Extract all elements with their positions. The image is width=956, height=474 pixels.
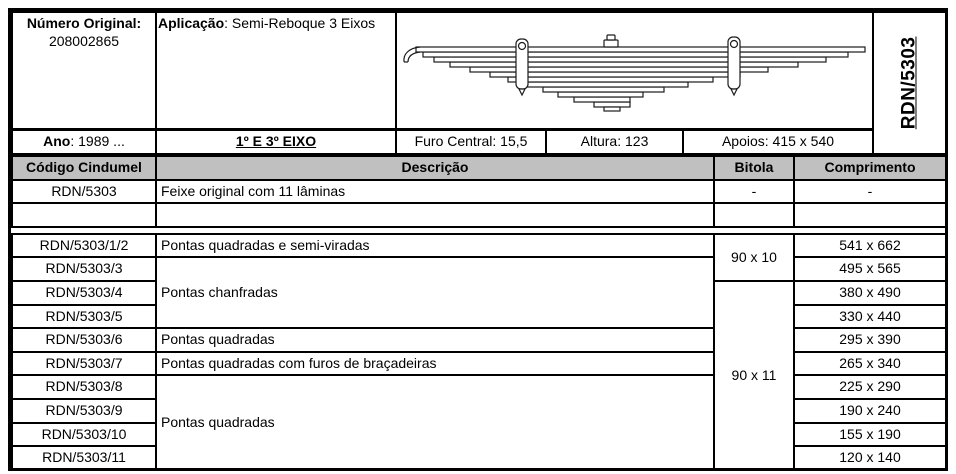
- leaf-spring-diagram: [398, 13, 871, 123]
- aplicacao-value: : Semi-Reboque 3 Eixos: [224, 15, 376, 31]
- page-frame: [8, 8, 948, 471]
- table-row: [12, 352, 946, 376]
- numero-original-label: Número Original:: [26, 15, 142, 31]
- bitola-cell: -: [714, 180, 794, 204]
- header-cell-descricao: Descrição: [156, 156, 714, 180]
- description-cell: Pontas quadradas: [156, 375, 714, 469]
- eixo-cell: [156, 129, 396, 154]
- table-row: [12, 180, 946, 204]
- comprimento-cell: 265 x 340: [794, 352, 946, 376]
- parts-table-header-row: [12, 156, 946, 180]
- comprimento-cell: 295 x 390: [794, 328, 946, 352]
- code-cell: RDN/5303/4: [12, 281, 156, 305]
- code-cell: RDN/5303/6: [12, 328, 156, 352]
- code-cell: RDN/5303: [12, 180, 156, 204]
- comprimento-cell: 541 x 662: [794, 234, 946, 258]
- comprimento-cell: 155 x 190: [794, 423, 946, 447]
- comprimento-cell: 380 x 490: [794, 281, 946, 305]
- parts-table-head: [11, 155, 947, 228]
- description-cell: Pontas quadradas com furos de braçadeiras: [156, 352, 714, 376]
- header-cell-comprimento: Comprimento: [794, 156, 946, 180]
- furo-central-cell: Furo Central: 15,5: [396, 129, 546, 154]
- description-cell: Feixe original com 11 lâminas: [156, 180, 714, 204]
- empty-cell: [714, 203, 794, 227]
- parts-table-body: [11, 233, 947, 471]
- code-cell: RDN/5303/11: [12, 446, 156, 470]
- empty-cell: [156, 203, 714, 227]
- apoios-cell: Apoios: 415 x 540: [683, 129, 873, 154]
- diagram-cell: [396, 12, 873, 129]
- ano-value: : 1989 ...: [70, 133, 125, 149]
- table-row: [12, 328, 946, 352]
- comprimento-cell: 330 x 440: [794, 305, 946, 329]
- top-info-table: [11, 11, 947, 155]
- aplicacao-label: Aplicação: [158, 15, 225, 31]
- description-cell: Pontas quadradas e semi-viradas: [156, 234, 714, 258]
- numero-original-value: 208002865: [48, 32, 120, 49]
- table-row: [12, 234, 946, 258]
- description-cell: Pontas quadradas: [156, 328, 714, 352]
- aplicacao-cell: [156, 12, 396, 129]
- empty-cell: [12, 203, 156, 227]
- description-cell: Pontas chanfradas: [156, 257, 714, 328]
- eixo-label: 1º E 3º EIXO: [235, 133, 317, 149]
- empty-row: [12, 203, 946, 227]
- comprimento-cell: 225 x 290: [794, 375, 946, 399]
- comprimento-cell: 190 x 240: [794, 399, 946, 423]
- part-code-cell: [873, 12, 946, 154]
- code-cell: RDN/5303/3: [12, 257, 156, 281]
- code-cell: RDN/5303/9: [12, 399, 156, 423]
- numero-original-cell: [12, 12, 156, 129]
- header-cell-codigo: Código Cindumel: [12, 156, 156, 180]
- bitola-cell: 90 x 11: [714, 281, 794, 470]
- code-cell: RDN/5303/8: [12, 375, 156, 399]
- bitola-cell: 90 x 10: [714, 234, 794, 281]
- ano-label: Ano: [43, 133, 71, 149]
- code-cell: RDN/5303/1/2: [12, 234, 156, 258]
- table-row: [12, 257, 946, 281]
- empty-cell: [794, 203, 946, 227]
- table-row: [12, 375, 946, 399]
- code-cell: RDN/5303/5: [12, 305, 156, 329]
- comprimento-cell: 120 x 140: [794, 446, 946, 470]
- part-code-vertical-wrap: [876, 15, 943, 152]
- altura-cell: Altura: 123: [546, 129, 683, 154]
- header-cell-bitola: Bitola: [714, 156, 794, 180]
- code-cell: RDN/5303/10: [12, 423, 156, 447]
- ano-cell: [12, 129, 156, 154]
- code-cell: RDN/5303/7: [12, 352, 156, 376]
- part-code-vertical-label: RDN/5303: [898, 36, 920, 130]
- comprimento-cell: -: [794, 180, 946, 204]
- comprimento-cell: 495 x 565: [794, 257, 946, 281]
